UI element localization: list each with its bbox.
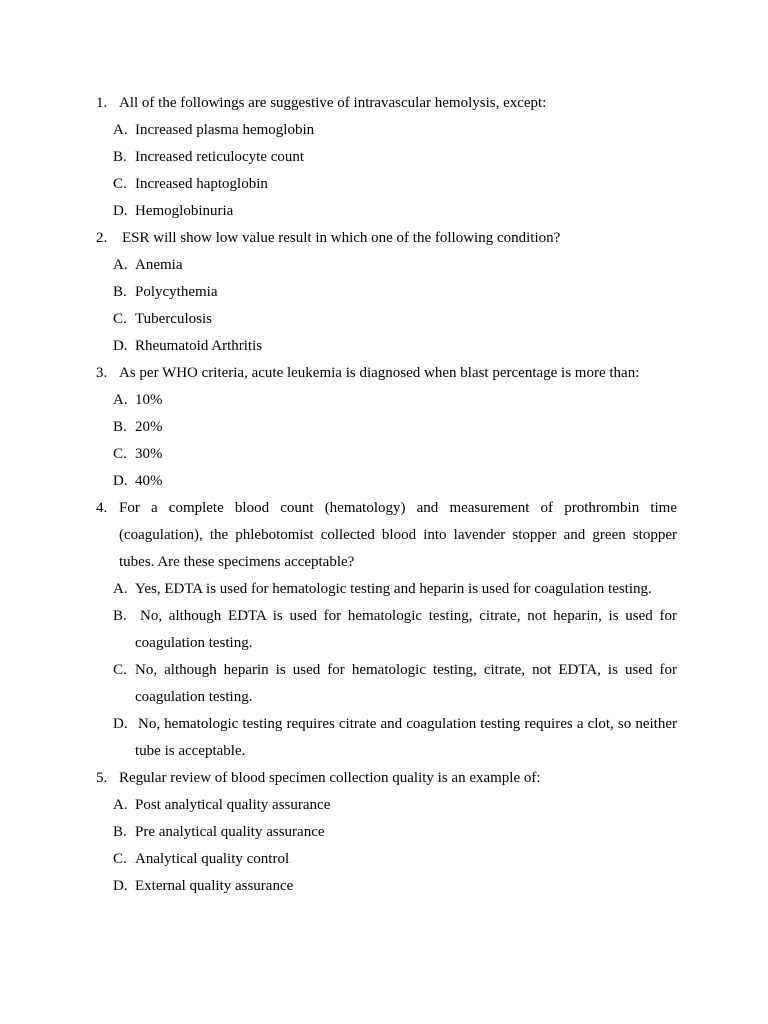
option-letter: B. [113,419,127,435]
option-text: Yes, EDTA is used for hematologic testing and heparin is used for coagulation testing. [135,581,652,597]
option-text: Polycythemia [135,284,218,300]
option-3d [113,468,677,495]
option-text: No, although heparin is used for hematologic testing, citrate, not EDTA, is used for coagulation testing. [135,662,677,705]
option-5c [113,846,677,873]
option-text: Tuberculosis [135,311,212,327]
option-text: Analytical quality control [135,851,290,867]
option-letter: A. [113,257,128,273]
option-text: Rheumatoid Arthritis [135,338,263,354]
question-number: 5. [96,770,108,786]
option-text: No, hematologic testing requires citrate and coagulation testing requires a clot, so neither tube is acceptable. [135,716,677,759]
option-3a [113,387,677,414]
option-4a [113,576,677,603]
question-number: 1. [96,95,108,111]
question-text: For a complete blood count (hematology) and measurement of prothrombin time (coagulation), the phlebotomist collected blood into lavender stopper and green stopper tubes. Are these specimens acceptable? [119,500,677,570]
question-3 [96,360,677,387]
option-2d [113,333,677,360]
question-5 [96,765,677,792]
option-4b [113,603,677,657]
option-letter: D. [113,338,128,354]
option-letter: B. [113,149,127,165]
option-letter: D. [113,473,128,489]
option-3c [113,441,677,468]
option-letter: B. [113,608,127,624]
option-letter: A. [113,392,128,408]
option-letter: C. [113,662,127,678]
option-5a [113,792,677,819]
option-1c [113,171,677,198]
option-2a [113,252,677,279]
option-text: External quality assurance [135,878,294,894]
option-text: 30% [135,446,163,462]
option-1d [113,198,677,225]
option-letter: B. [113,824,127,840]
option-letter: D. [113,878,128,894]
question-number: 2. [96,230,108,246]
document-page [96,90,677,900]
option-text: 40% [135,473,163,489]
question-number: 4. [96,500,108,516]
option-text: Increased haptoglobin [135,176,268,192]
option-1a [113,117,677,144]
option-letter: C. [113,311,127,327]
option-letter: D. [113,716,128,732]
option-5d [113,873,677,900]
question-text: As per WHO criteria, acute leukemia is diagnosed when blast percentage is more than: [119,365,640,381]
question-number: 3. [96,365,108,381]
option-letter: A. [113,122,128,138]
question-text: Regular review of blood specimen collection quality is an example of: [119,770,541,786]
option-text: Increased plasma hemoglobin [135,122,315,138]
option-text: Anemia [135,257,183,273]
question-4 [96,495,677,576]
option-text: Post analytical quality assurance [135,797,331,813]
option-letter: A. [113,581,128,597]
option-2b [113,279,677,306]
option-text: Pre analytical quality assurance [135,824,325,840]
question-1 [96,90,677,117]
question-2 [96,225,677,252]
question-text: All of the followings are suggestive of intravascular hemolysis, except: [119,95,547,111]
option-letter: D. [113,203,128,219]
option-letter: C. [113,446,127,462]
option-letter: C. [113,176,127,192]
option-4d [113,711,677,765]
option-1b [113,144,677,171]
option-5b [113,819,677,846]
option-3b [113,414,677,441]
option-letter: A. [113,797,128,813]
option-2c [113,306,677,333]
question-text: ESR will show low value result in which one of the following condition? [122,230,561,246]
option-text: No, although EDTA is used for hematologic testing, citrate, not heparin, is used for coagulation testing. [135,608,677,651]
option-letter: C. [113,851,127,867]
option-text: 10% [135,392,163,408]
option-text: Hemoglobinuria [135,203,234,219]
option-letter: B. [113,284,127,300]
option-4c [113,657,677,711]
option-text: Increased reticulocyte count [135,149,305,165]
option-text: 20% [135,419,163,435]
